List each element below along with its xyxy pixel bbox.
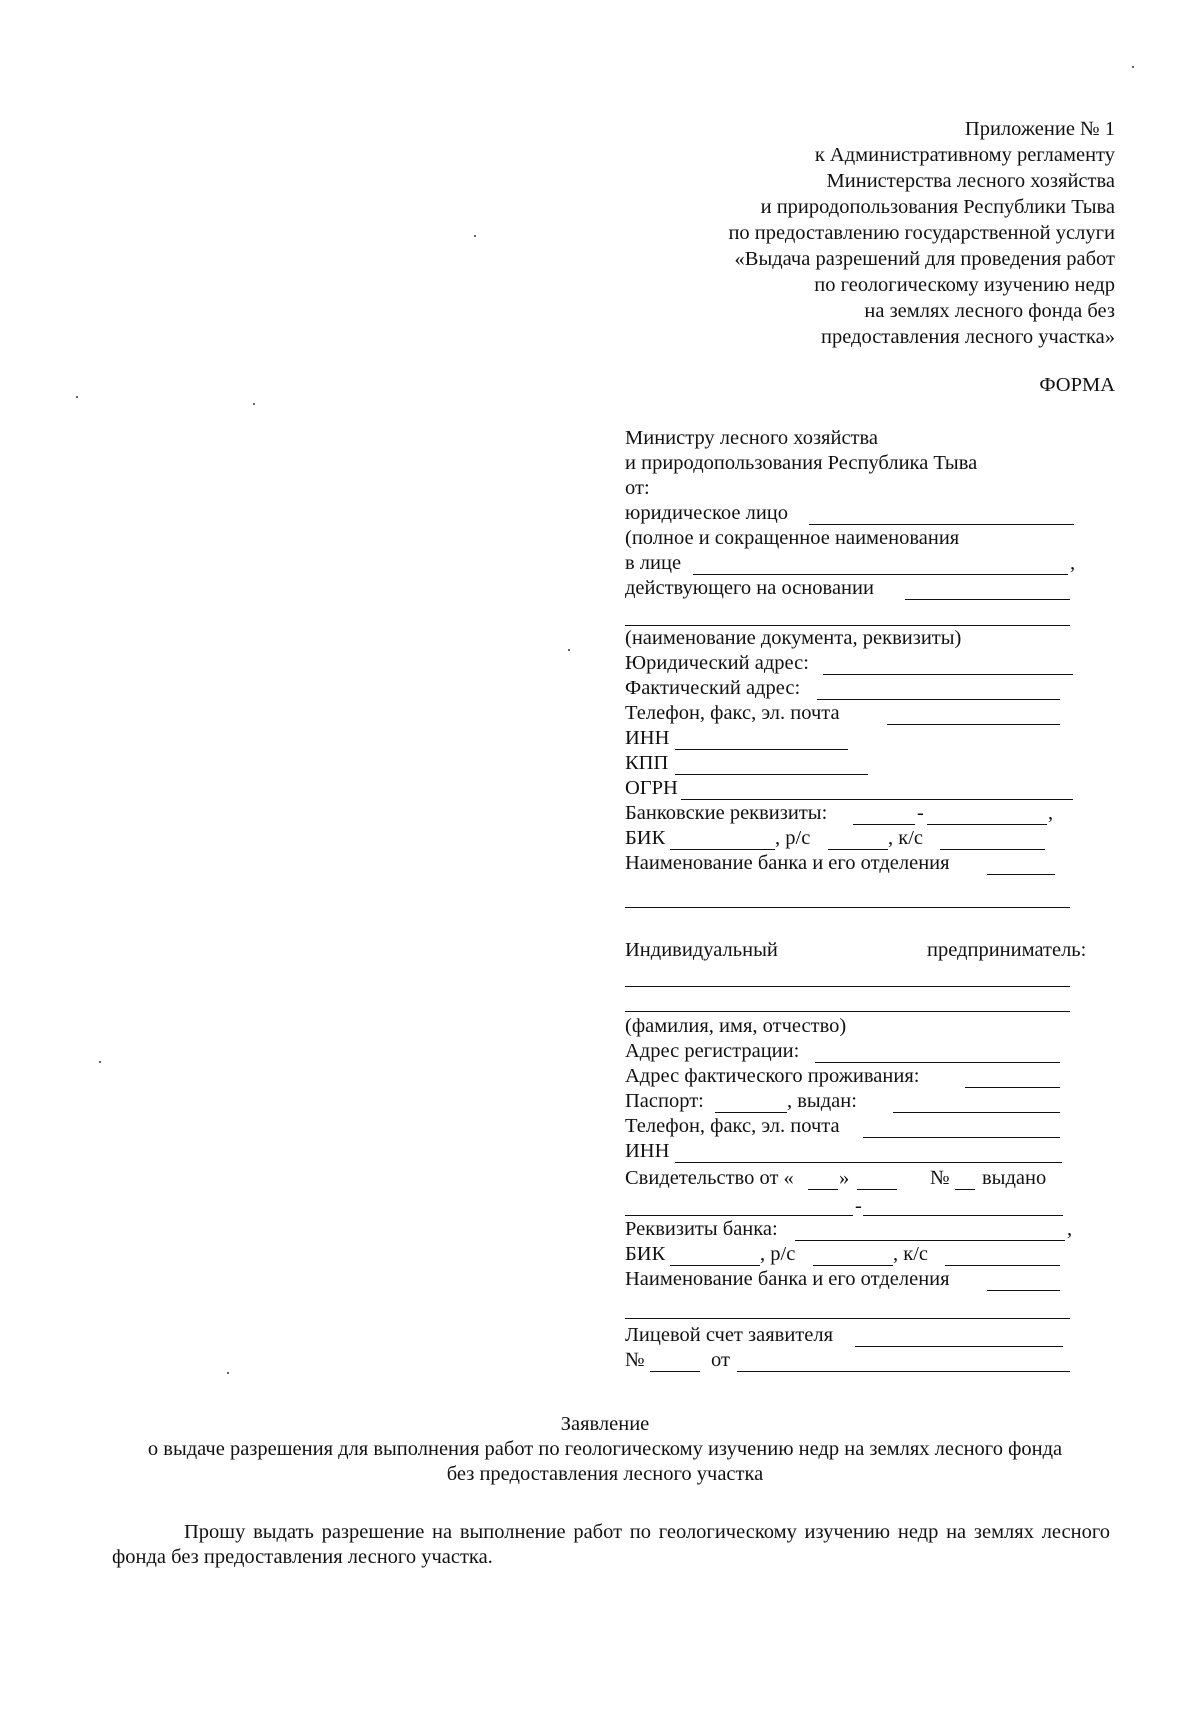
bank-name-field-continued[interactable] [625, 907, 1070, 908]
actual-address-field[interactable] [817, 699, 1060, 700]
account-date-label: от [711, 1349, 730, 1371]
account-no-label: № [625, 1349, 645, 1371]
ks2-label: , к/с [893, 1243, 929, 1265]
account-field[interactable] [855, 1346, 1063, 1347]
dash: - [855, 1195, 862, 1217]
inn-label: ИНН [625, 727, 670, 749]
bik2-label: БИК [625, 1243, 666, 1265]
reg-address-label: Адрес регистрации: [625, 1040, 800, 1062]
addressee-line: и природопользования Республика Тыва [625, 452, 978, 474]
bank2-label: Реквизиты банка: [625, 1218, 778, 1240]
passport-field[interactable] [715, 1112, 787, 1113]
cert-issued-label: выдано [982, 1167, 1047, 1189]
cert-quote-close: » [839, 1167, 850, 1189]
appendix-line: и природопользования Республики Тыва [760, 196, 1115, 218]
inn2-label: ИНН [625, 1140, 670, 1162]
appendix-line: Приложение № 1 [964, 118, 1115, 140]
appendix-line: Министерства лесного хозяйства [826, 170, 1115, 192]
statement-title: Заявление [560, 1413, 650, 1435]
bank2-field[interactable] [795, 1240, 1065, 1241]
appendix-header [595, 116, 1115, 350]
contacts2-field[interactable] [863, 1137, 1060, 1138]
bik2-field[interactable] [670, 1265, 760, 1266]
comma: , [1070, 552, 1076, 574]
statement-body: Прошу выдать разрешение на выполнение работ по геологическому изучению недр на землях лесного фонда без предоставления лесного участка. [112, 1521, 1110, 1568]
ip-name-field-2[interactable] [625, 1011, 1070, 1012]
ks-label: , к/с [888, 827, 924, 849]
bank-name-label: Наименование банка и его отделения [625, 852, 950, 874]
contacts-field[interactable] [887, 724, 1060, 725]
scan-speck [76, 396, 78, 398]
residence-label: Адрес фактического проживания: [625, 1065, 920, 1087]
cert-from-label: Свидетельство от « [625, 1167, 794, 1189]
ip-name-field-1[interactable] [625, 986, 1070, 987]
scan-speck [568, 649, 570, 651]
acting-basis-label: действующего на основании [625, 577, 874, 599]
kpp-label: КПП [625, 752, 669, 774]
contacts-label: Телефон, факс, эл. почта [625, 702, 840, 724]
inn2-field[interactable] [675, 1162, 1062, 1163]
appendix-line: «Выдача разрешений для проведения работ [734, 248, 1115, 270]
name-hint: (полное и сокращенное наименования [625, 527, 960, 549]
dash: - [917, 802, 924, 824]
doc-hint: (наименование документа, реквизиты) [625, 627, 962, 649]
bank-details-field-2[interactable] [927, 824, 1047, 825]
account-no-field[interactable] [650, 1371, 700, 1372]
comma: , [1067, 1218, 1073, 1240]
cert-no-field[interactable] [955, 1189, 975, 1190]
ogrn-field[interactable] [681, 799, 1073, 800]
ip-label-1: Индивидуальный [625, 939, 778, 961]
bank-details-label: Банковские реквизиты: [625, 802, 828, 824]
statement-subtitle: о выдаче разрешения для выполнения работ по геологическому изучению недр на землях лесного фонда [147, 1438, 1063, 1460]
statement-subtitle: без предоставления лесного участка [446, 1463, 764, 1485]
ogrn-label: ОГРН [625, 777, 678, 799]
rs-label: , р/с [775, 827, 811, 849]
representative-field[interactable] [693, 574, 1068, 575]
passport-label: Паспорт: [625, 1090, 704, 1112]
account-label: Лицевой счет заявителя [625, 1324, 834, 1346]
rs2-label: , р/с [760, 1243, 796, 1265]
scan-speck [1132, 66, 1134, 68]
bank-details-field-1[interactable] [853, 824, 915, 825]
appendix-line: предоставления лесного участка» [820, 326, 1115, 348]
ks2-field[interactable] [945, 1265, 1060, 1266]
addressee-line: Министру лесного хозяйства [625, 427, 879, 449]
bik-label: БИК [625, 827, 666, 849]
bik-field[interactable] [670, 849, 775, 850]
cert-month-field[interactable] [857, 1189, 897, 1190]
residence-field[interactable] [965, 1087, 1060, 1088]
cert-day-field[interactable] [808, 1189, 838, 1190]
ip-label-2: предприниматель: [927, 939, 1087, 961]
scan-speck [253, 403, 255, 405]
bank2-name-field-continued[interactable] [625, 1318, 1070, 1319]
kpp-field[interactable] [675, 774, 868, 775]
statement-heading [100, 1412, 1110, 1487]
appendix-line: на землях лесного фонда без [864, 300, 1115, 322]
forma-label: ФОРМА [1039, 374, 1115, 396]
in-person-label: в лице [625, 552, 682, 574]
scan-speck [474, 235, 476, 237]
scan-speck [99, 1061, 101, 1063]
basis-field[interactable] [905, 599, 1070, 600]
from-label: от: [625, 477, 650, 499]
comma: , [1048, 802, 1054, 824]
legal-entity-label: юридическое лицо [625, 502, 789, 524]
legal-entity-field[interactable] [809, 524, 1074, 525]
appendix-line: по предоставлению государственной услуги [728, 222, 1115, 244]
legal-address-label: Юридический адрес: [625, 652, 809, 674]
cert-issuer-field-2[interactable] [863, 1215, 1063, 1216]
issued-label: , выдан: [787, 1090, 857, 1112]
appendix-line: по геологическому изучению недр [814, 274, 1115, 296]
contacts2-label: Телефон, факс, эл. почта [625, 1115, 840, 1137]
actual-address-label: Фактический адрес: [625, 677, 801, 699]
rs2-field[interactable] [813, 1265, 893, 1266]
inn-field[interactable] [675, 749, 848, 750]
passport-issued-field[interactable] [893, 1112, 1060, 1113]
legal-address-field[interactable] [823, 674, 1073, 675]
bank2-name-field[interactable] [987, 1290, 1060, 1291]
bank-name-field[interactable] [987, 874, 1055, 875]
account-date-field[interactable] [737, 1371, 1070, 1372]
reg-address-field[interactable] [815, 1062, 1060, 1063]
ks-field[interactable] [940, 849, 1045, 850]
appendix-line: к Административному регламенту [814, 144, 1115, 166]
fio-hint: (фамилия, имя, отчество) [625, 1015, 847, 1037]
bank2-name-label: Наименование банка и его отделения [625, 1268, 950, 1290]
scan-speck [227, 1372, 229, 1374]
rs-field[interactable] [828, 849, 888, 850]
cert-issuer-field-1[interactable] [625, 1215, 853, 1216]
cert-no-label: № [930, 1167, 950, 1189]
